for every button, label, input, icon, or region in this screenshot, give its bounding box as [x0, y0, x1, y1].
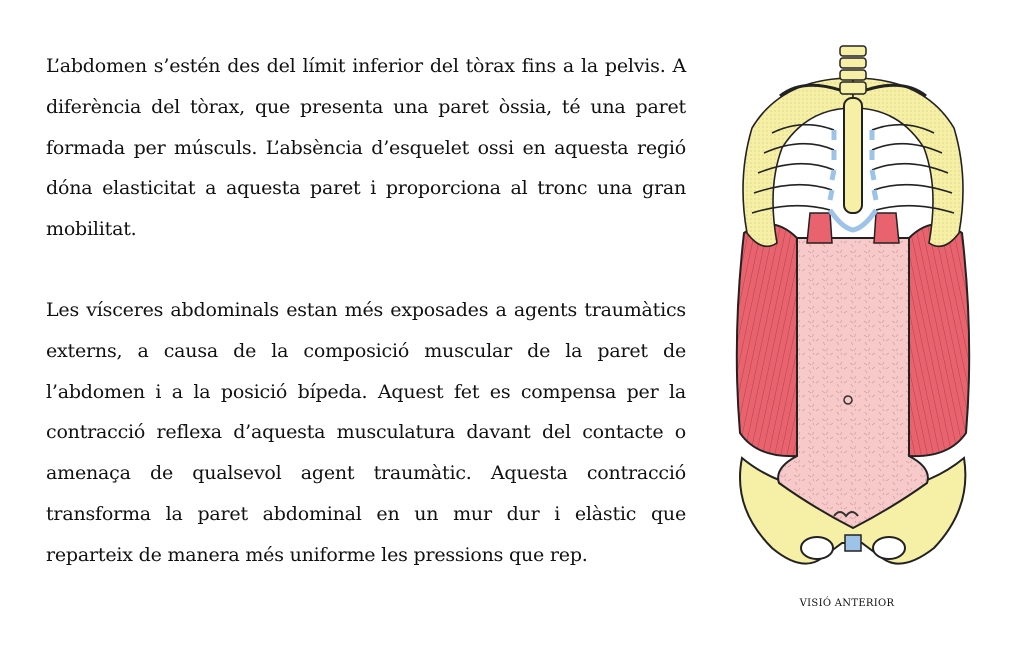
paragraph-1: L’abdomen s’estén des del límit inferior del tòrax fins a la pelvis. A diferència del tòrax, que presenta una paret òssia, té una paret formada per músculs. L’absència d’esquelet ossi en aquesta regió dóna elasticitat a aquesta paret i proporciona al tronc una gran mobilitat.	[46, 55, 686, 241]
spine	[840, 46, 866, 94]
main-text	[46, 46, 686, 576]
sternum	[844, 98, 862, 213]
right-oblique-muscle	[909, 224, 969, 456]
left-oblique-muscle	[737, 224, 797, 456]
pelvis-right-foramen	[873, 537, 905, 559]
paragraph-2: Les vísceres abdominals estan més exposades a agents traumàtics externs, a causa de la composició muscular de la paret de l’abdomen i a la posició bípeda. Aquest fet es compensa per la contracció reflexa d’aquesta musculatura davant del contacte o amenaça de qualsevol agent traumàtic. Aquesta contracció transforma la paret abdominal en un mur dur i elàstic que reparteix de manera més uniforme les pressions que rep.	[46, 298, 686, 566]
figure-caption: VISIÓ ANTERIOR	[799, 598, 895, 609]
pelvis-left-foramen	[801, 537, 833, 559]
abdomen-illustration	[722, 38, 984, 618]
left-rectus-top	[807, 213, 832, 243]
abdominal-wall	[778, 238, 928, 528]
anatomy-drawing	[722, 38, 984, 598]
pubic-symphysis	[845, 535, 861, 551]
right-rectus-top	[874, 213, 899, 243]
